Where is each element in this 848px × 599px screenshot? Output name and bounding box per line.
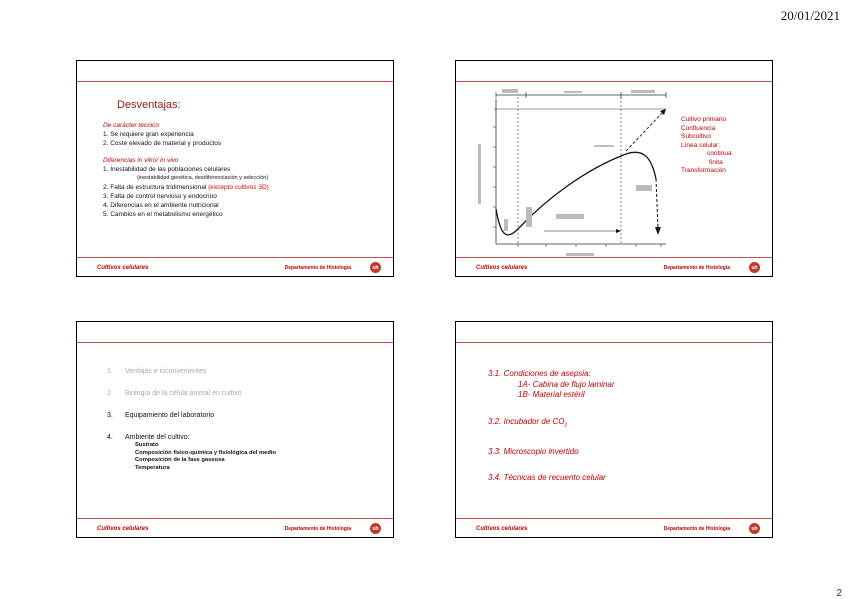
footer-department: Departamento de Histología [663,265,730,271]
sub-item: 1B- Material estéril [518,390,585,399]
sub-list [107,442,276,472]
item-number: 3. [107,412,113,419]
list-item: 4. Diferencias en el ambiente nutricional [103,202,219,209]
sub-item: Composición de la fase gaseosa [135,457,225,463]
item-number: 2. [107,390,113,397]
slide-index [76,321,394,538]
list-item: 1. Se requiere gran experiencia [103,131,194,138]
footer-department: Departamento de Histología [284,265,351,271]
item-label: Equipamiento del laboratorio [125,412,215,419]
sub-item: Composición físico-química y fisiológica del medio [135,449,277,456]
index-item [107,389,276,398]
page-number: 2 [836,588,842,599]
footer-rule [456,518,772,519]
sub-item: Sustrato [135,442,159,448]
legend-item: continua [707,150,732,157]
section-heading: Diferencias in vitro/ in vivo [103,157,179,164]
slide-title: Desventajas: [117,99,181,111]
section-text: 3.2. Incubador de CO [488,416,565,426]
footer-course: Cultivos celulares [97,526,149,532]
list-item-text: 2. Falta de estructura tridimensional [103,184,209,191]
slide-content [488,369,615,484]
footer-department: Departamento de Histología [663,526,730,532]
item-number: 1. [107,368,113,375]
list-item: 1. Inestabilidad de las poblaciones celulares [103,166,231,173]
university-logo: uh [370,523,381,534]
section-item: 3.3. Microscopio invertido [488,446,579,456]
index-item [107,367,276,376]
footer-department: Departamento de Histología [284,526,351,532]
legend-item: finita [709,158,723,166]
university-logo: uh [749,523,760,534]
item-label: Ventajas e inconvenientes [125,368,207,375]
item-label: Ambiente del cultivo: [125,434,190,441]
university-logo: uh [370,262,381,273]
footer-rule [77,257,393,258]
growth-curve-figure [466,89,674,261]
sub-item: Temperatura [135,464,170,471]
section-item [488,417,615,431]
header-rule [456,342,772,343]
chart-legend [681,116,732,176]
footer-course: Cultivos celulares [97,265,149,271]
print-date: 20/01/2021 [780,8,840,23]
list-item-detail: (inestabilidad genética, desdiferenciación y selección) [137,175,269,181]
slide-equipment [455,321,773,538]
footer-course: Cultivos celulares [476,265,528,271]
item-label: Biología de la célula animal en cultivo [125,390,242,397]
index-item [107,411,276,420]
slide-growth-curve [455,60,773,277]
university-logo: uh [749,262,760,273]
subscript: 2 [564,422,568,429]
legend-item: Línea celular: [681,141,721,149]
legend-item: Subcultivo [681,133,711,140]
list-item: 3. Falta de control nervioso y endocrino [103,193,217,200]
header-rule [77,342,393,343]
legend-item: Confluencia [681,124,716,132]
section-item: 3.4. Técnicas de recuento celular [488,473,606,483]
slide-content [107,367,276,472]
legend-item: Transformación [681,167,726,174]
header-rule [77,81,393,82]
header-rule [456,81,772,82]
legend-item: Cultivo primario [681,116,727,123]
highlight-text: (excepto cultivos 3D) [208,184,269,191]
section-item: 3.1. Condiciones de asepsia: [488,369,591,378]
section-heading: De carácter técnico [103,122,159,129]
slide-content [103,121,269,219]
list-item: 5. Cambios en el metabolismo energético [103,211,223,218]
footer-course: Cultivos celulares [476,526,528,532]
list-item [103,183,269,192]
footer-rule [456,257,772,258]
slide-desventajas [76,60,394,277]
index-item [107,433,276,442]
sub-item: 1A- Cabina de flujo laminar [518,379,615,389]
item-number: 4. [107,434,113,441]
list-item: 2. Coste elevado de material y productos [103,140,222,147]
footer-rule [77,518,393,519]
